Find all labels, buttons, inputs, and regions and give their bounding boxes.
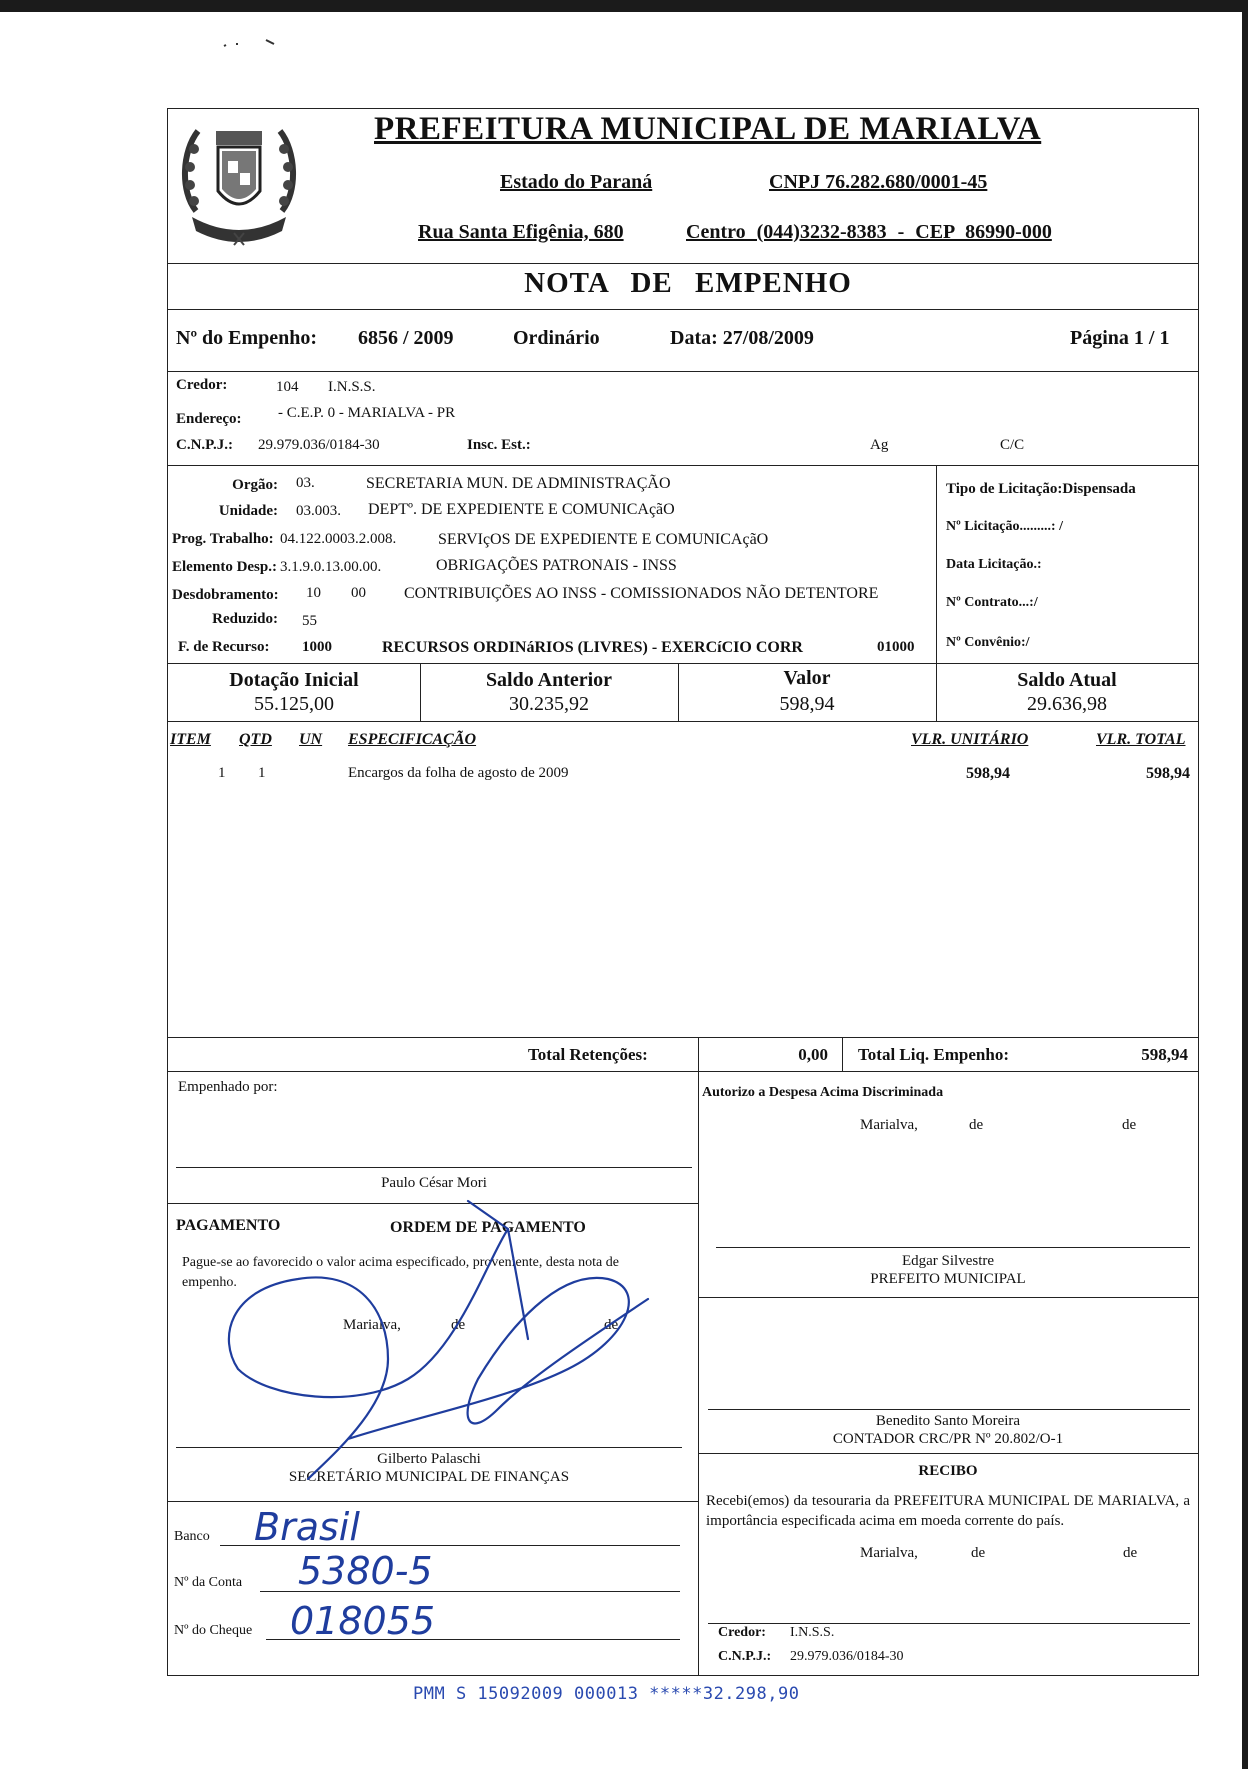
elemento-label: Elemento Desp.: (172, 559, 277, 575)
saldo-anterior-value: 30.235,92 (509, 693, 589, 715)
col-header-vlr-unitario: VLR. UNITÁRIO (911, 731, 1029, 748)
empenho-page: Página 1 / 1 (1070, 327, 1170, 349)
liquido-label: Total Liq. Empenho: (858, 1045, 1009, 1064)
signature-line (708, 1409, 1190, 1410)
divider (168, 263, 1198, 264)
header-address: Centro (044)3232-8383 - CEP 86990-000 (686, 221, 1052, 243)
payment-stamp: PMM S 15092009 000013 *****32.298,90 (413, 1684, 800, 1704)
recurso-code: 1000 (302, 639, 332, 655)
pagamento-city: Marialva, (343, 1317, 401, 1333)
empenhado-label: Empenhado por: (178, 1079, 278, 1095)
prefeito-name: Edgar Silvestre (901, 1253, 995, 1269)
secretario-title: SECRETÁRIO MUNICIPAL DE FINANÇAS (288, 1469, 570, 1485)
licitacao-numero: Nº Licitação.........: / (946, 519, 1063, 534)
reduzido-value: 55 (302, 613, 317, 629)
divider (168, 371, 1198, 372)
unidade-name: DEPTº. DE EXPEDIENTE E COMUNICAçãO (368, 501, 675, 518)
saldo-atual-value: 29.636,98 (1027, 693, 1107, 715)
elemento-name: OBRIGAÇÕES PATRONAIS - INSS (436, 557, 677, 574)
row-qtd: 1 (258, 765, 266, 781)
signature-line (176, 1167, 692, 1168)
divider (168, 721, 1198, 722)
orgao-name: SECRETARIA MUN. DE ADMINISTRAÇÃO (366, 475, 671, 492)
saldo-atual-label: Saldo Atual (1017, 669, 1117, 691)
recibo-de-2: de (1123, 1545, 1138, 1561)
row-item: 1 (218, 765, 226, 781)
handwritten-signature (208, 1199, 688, 1499)
banco-label: Banco (174, 1529, 210, 1544)
prog-name: SERVIçOS DE EXPEDIENTE E COMUNICAçãO (438, 531, 769, 548)
cnpj-label: C.N.P.J.: (176, 437, 233, 453)
prog-label: Prog. Trabalho: (172, 531, 274, 547)
divider (168, 1071, 1198, 1072)
empenho-type: Ordinário (513, 327, 600, 349)
recurso-name: RECURSOS ORDINáRIOS (LIVRES) - EXERCíCIO CORR (382, 639, 803, 656)
conta-handwritten: 5380-5 (298, 1549, 433, 1593)
ag-label: Ag (870, 437, 889, 453)
empenhado-name: Paulo César Mori (381, 1175, 487, 1191)
cheque-handwritten: 018055 (290, 1599, 436, 1643)
licitacao-contrato: Nº Contrato...:/ (946, 595, 1038, 610)
credor-cnpj: 29.979.036/0184-30 (258, 437, 380, 453)
valor-value: 598,94 (779, 693, 835, 715)
secretario-name: Gilberto Palaschi (377, 1451, 481, 1467)
recurso-label: F. de Recurso: (178, 639, 270, 655)
recibo-text: Recebi(emos) da tesouraria da PREFEITURA MUNICIPAL DE MARIALVA, a importância especificada acima em moeda corrente do país. (706, 1493, 1190, 1529)
cheque-label: Nº do Cheque (174, 1623, 253, 1638)
recibo-cnpj-label: C.N.P.J.: (718, 1649, 772, 1664)
reduzido-label: Reduzido: (212, 611, 278, 627)
scan-edge-top (0, 0, 1248, 12)
divider (168, 1037, 1198, 1038)
divider (698, 1453, 1198, 1454)
scan-edge-right (1242, 0, 1248, 1769)
empenho-date: Data: 27/08/2009 (670, 327, 814, 349)
conta-label: Nº da Conta (174, 1575, 243, 1590)
address-label: Endereço: (176, 411, 242, 427)
recibo-city: Marialva, (860, 1545, 918, 1561)
col-header-un: UN (299, 731, 323, 748)
divider (698, 1071, 699, 1675)
unidade-code: 03.003. (296, 503, 341, 519)
col-header-especificacao: ESPECIFICAÇÃO (348, 731, 477, 748)
autorizo-label: Autorizo a Despesa Acima Discriminada (702, 1085, 944, 1100)
unidade-label: Unidade: (218, 503, 278, 519)
empenho-label: Nº do Empenho: (176, 327, 318, 349)
divider (168, 1501, 698, 1502)
retencoes-label: Total Retenções: (528, 1045, 648, 1064)
row-especificacao: Encargos da folha de agosto de 2009 (348, 765, 569, 781)
liquido-value: 598,94 (1141, 1045, 1188, 1064)
contador-title: CONTADOR CRC/PR Nº 20.802/O-1 (832, 1431, 1064, 1447)
row-vlr-unitario: 598,94 (966, 765, 1010, 782)
col-header-qtd: QTD (239, 731, 272, 748)
divider (842, 1037, 843, 1071)
signature-line (716, 1247, 1190, 1248)
header-street: Rua Santa Efigênia, 680 (418, 221, 624, 243)
recibo-credor-name: I.N.S.S. (790, 1625, 835, 1640)
pagamento-label: PAGAMENTO (176, 1217, 281, 1234)
retencoes-value: 0,00 (798, 1045, 828, 1064)
divider (168, 663, 1198, 664)
signature-line (708, 1623, 1190, 1624)
ordem-pagamento-label: ORDEM DE PAGAMENTO (390, 1219, 586, 1236)
insc-est-label: Insc. Est.: (467, 437, 531, 453)
desdobramento-code-2: 00 (351, 585, 366, 601)
licitacao-data: Data Licitação.: (946, 557, 1042, 572)
autorizo-de-2: de (1122, 1117, 1137, 1133)
credor-address: - C.E.P. 0 - MARIALVA - PR (278, 405, 456, 421)
cc-label: C/C (1000, 437, 1025, 453)
orgao-code: 03. (296, 475, 315, 491)
scan-speck (222, 38, 282, 48)
credor-label: Credor: (176, 377, 228, 393)
prog-code: 04.122.0003.2.008. (280, 531, 397, 547)
empenho-number: 6856 / 2009 (358, 327, 454, 349)
orgao-label: Orgão: (232, 477, 278, 493)
pagamento-text: Pague-se ao favorecido o valor acima especificado, proveniente, desta nota de empenho. (182, 1255, 619, 1290)
banco-handwritten: Brasil (254, 1505, 360, 1549)
nota-de-empenho-form (167, 108, 1199, 1676)
dotacao-value: 55.125,00 (254, 693, 334, 715)
divider (936, 465, 937, 665)
licitacao-convenio: Nº Convênio:/ (946, 635, 1030, 650)
divider (698, 1037, 699, 1071)
row-vlr-total: 598,94 (1146, 765, 1190, 782)
header-cnpj: CNPJ 76.282.680/0001-45 (769, 171, 988, 193)
autorizo-city: Marialva, (860, 1117, 918, 1133)
credor-code: 104 (276, 379, 299, 395)
credor-name: I.N.S.S. (328, 379, 376, 395)
recibo-cnpj: 29.979.036/0184-30 (790, 1649, 904, 1664)
recibo-de-1: de (971, 1545, 986, 1561)
desdobramento-name: CONTRIBUIÇÕES AO INSS - COMISSIONADOS NÃO DETENTORE (404, 585, 879, 602)
prefeito-title: PREFEITO MUNICIPAL (870, 1271, 1026, 1287)
col-header-vlr-total: VLR. TOTAL (1096, 731, 1186, 748)
pagamento-de-2: de (604, 1317, 619, 1333)
doc-title: NOTA DE EMPENHO (524, 267, 852, 299)
recibo-credor-label: Credor: (718, 1625, 766, 1640)
divider (168, 309, 1198, 310)
dotacao-label: Dotação Inicial (229, 669, 359, 691)
pagamento-de-1: de (451, 1317, 466, 1333)
saldo-anterior-label: Saldo Anterior (485, 669, 613, 691)
contador-name: Benedito Santo Moreira (875, 1413, 1021, 1429)
licitacao-tipo: Tipo de Licitação:Dispensada (946, 481, 1136, 497)
autorizo-de-1: de (969, 1117, 984, 1133)
header-title: PREFEITURA MUNICIPAL DE MARIALVA (374, 111, 1042, 147)
col-header-item: ITEM (170, 731, 211, 748)
divider (698, 1297, 1198, 1298)
recibo-label: RECIBO (918, 1463, 978, 1479)
desdobramento-code-1: 10 (306, 585, 321, 601)
header-state: Estado do Paraná (500, 171, 653, 193)
valor-label: Valor (783, 667, 831, 689)
desdobramento-label: Desdobramento: (172, 587, 279, 603)
municipal-coat-of-arms-logo (178, 121, 300, 247)
recurso-code-2: 01000 (877, 639, 915, 655)
divider (168, 465, 1198, 466)
elemento-code: 3.1.9.0.13.00.00. (280, 559, 382, 575)
